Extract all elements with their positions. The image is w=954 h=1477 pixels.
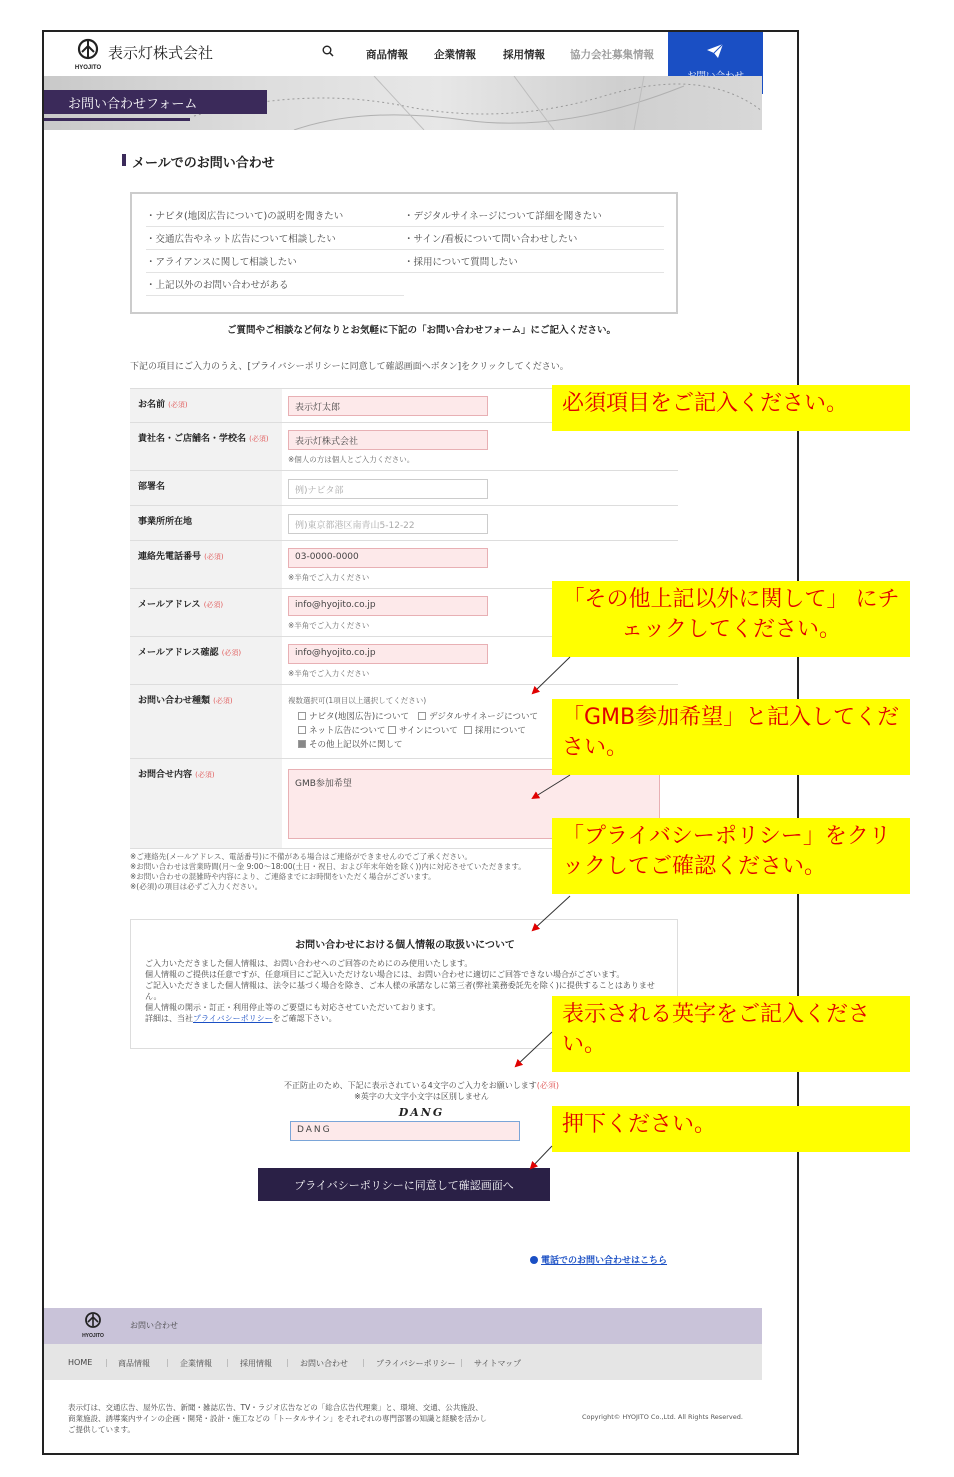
footnote: ※ご連絡先(メールアドレス、電話番号)に不備がある場合はご連絡ができませんのでご了承ください。 (130, 852, 472, 861)
required-mark: (必須) (204, 553, 224, 561)
dept-input[interactable]: 例)ナビタ部 (288, 479, 488, 499)
separator: | (362, 1358, 365, 1367)
email-confirm-hint: ※半角でご入力ください (288, 669, 370, 678)
section-title: メールでのお問い合わせ (132, 152, 275, 171)
checkbox-label: 採用について (475, 726, 526, 736)
intro-instruction: 下記の項目にご入力のうえ、[プライバシーポリシーに同意して確認画面へボタン]をクリックしてください。 (130, 362, 569, 372)
content-label-text: お問合せ内容 (138, 770, 193, 780)
copyright: Copyright© HYOJITO Co.,Ltd. All Rights Reserved. (582, 1413, 743, 1421)
footer-link-privacy[interactable]: プライバシーポリシー (376, 1359, 456, 1368)
callout-gmb: 「GMB参加希望」と記入してください。 (552, 699, 910, 775)
required-mark: (必須) (195, 771, 215, 779)
footnote: ※(必須)の項目は必ずご入力ください。 (130, 882, 263, 891)
nav-recruit[interactable]: 採用情報 (503, 49, 545, 61)
arrow-captcha (516, 1032, 552, 1066)
submit-button[interactable]: プライバシーポリシーに同意して確認画面へ (258, 1168, 550, 1201)
topic-item: ・サイン/看板について問い合わせしたい (404, 234, 578, 245)
type-label-text: お問い合わせ種類 (138, 696, 211, 706)
required-mark: (必須) (168, 401, 188, 409)
name-label-text: お名前 (138, 400, 166, 410)
checkbox-label: デジタルサイネージについて (429, 712, 538, 722)
callout-privacy: 「プライバシーポリシー」をクリックしてご確認ください。 (552, 818, 910, 894)
phone-contact-text: 電話でのお問い合わせはこちら (541, 1256, 668, 1266)
topic-item: ・採用について質問したい (404, 257, 518, 268)
topic-item: ・ナビタ(地図広告について)の説明を聞きたい (146, 211, 344, 222)
separator: | (166, 1358, 169, 1367)
name-input[interactable]: 表示灯太郎 (288, 396, 488, 416)
footer-link-company[interactable]: 企業情報 (180, 1359, 212, 1368)
captcha-image: DANG (398, 1106, 445, 1119)
callout-required: 必須項目をご記入ください。 (552, 385, 910, 431)
company-name[interactable]: 表示灯株式会社 (108, 44, 214, 62)
footer-link-contact[interactable]: お問い合わせ (300, 1359, 348, 1368)
tel-input[interactable]: 03-0000-0000 (288, 548, 488, 568)
privacy-text: 詳細は、当社 (145, 1014, 193, 1023)
email-confirm-input[interactable]: info@hyojito.co.jp (288, 644, 488, 664)
footer-link-home[interactable]: HOME (68, 1358, 93, 1367)
topic-item: ・アライアンスに関して相談したい (146, 257, 297, 268)
checkbox-label: ナビタ(地図広告)について (309, 712, 409, 722)
privacy-title: お問い合わせにおける個人情報の取扱いについて (295, 940, 515, 951)
logo-caption: HYOJITO (82, 1333, 104, 1339)
logo-caption: HYOJITO (74, 65, 102, 71)
topic-item: ・デジタルサイネージについて詳細を聞きたい (404, 211, 602, 222)
privacy-paragraph: 個人情報のご提供は任意ですが、任意項目にご記入いただけない場合には、お問い合わせに適切にご回答できない場合がございます。 (145, 970, 625, 979)
company-label-text: 貴社名・ご店舗名・学校名 (138, 434, 247, 444)
footer-link-sitemap[interactable]: サイトマップ (474, 1359, 522, 1368)
captcha-input[interactable]: DANG (290, 1121, 520, 1141)
separator: | (286, 1358, 289, 1367)
checkbox-label: ネット広告について (309, 726, 386, 736)
checkbox-label: その他上記以外に関して (309, 740, 403, 750)
captcha-case-note: ※英字の大文字小文字は区別しません (354, 1092, 489, 1101)
arrow-check-other (533, 657, 570, 693)
required-mark: (必須) (249, 435, 269, 443)
nav-partners[interactable]: 協力会社募集情報 (570, 49, 654, 61)
privacy-text: をご確認下さい。 (272, 1014, 337, 1023)
topic-item: ・上記以外のお問い合わせがある (146, 280, 289, 291)
address-input[interactable]: 例)東京都港区南青山5-12-22 (288, 514, 488, 534)
captcha-instruction: 不正防止のため、下記に表示されている4文字のご入力をお願いします (283, 1081, 537, 1090)
privacy-paragraph: ご入力いただきました個人情報は、お問い合わせへのご回答のためにのみ使用いたします。 (145, 959, 473, 968)
arrow-privacy (533, 896, 570, 930)
email-hint: ※半角でご入力ください (288, 621, 370, 630)
separator: | (460, 1358, 463, 1367)
type-hint: 複数選択可(1項目以上選択してください) (288, 696, 427, 705)
email-label-text: メールアドレス (138, 600, 201, 610)
privacy-paragraph: 個人情報の開示・訂正・利用停止等のご要望にも対応させていただいております。 (145, 1003, 441, 1012)
footer-description: 表示灯は、交通広告、屋外広告、新聞・雑誌広告、TV・ラジオ広告などの「総合広告代理業」と、環境、交通、公共施設、商業施設、誘導案内サインの企画・開発・設計・施工などの「トータルサイン」をそれぞれの専門部署の知識と経験を活かしご提供しています。 (68, 1403, 487, 1434)
company-input[interactable]: 表示灯株式会社 (288, 430, 488, 450)
nav-company[interactable]: 企業情報 (434, 49, 476, 61)
arrow-gmb (533, 775, 570, 798)
required-mark: (必須) (536, 1081, 560, 1090)
email-confirm-label-text: メールアドレス確認 (138, 648, 219, 658)
tel-hint: ※半角でご入力ください (288, 573, 370, 582)
callout-check-other: 「その他上記以外に関して」 にチェックしてください。 (552, 581, 910, 657)
footer-link-products[interactable]: 商品情報 (118, 1359, 150, 1368)
privacy-paragraph: ご記入いただきました個人情報は、法令に基づく場合を除き、ご本人様の承諾なしに第三者(弊社業務委託先を除く)に提供することはありません。 (145, 981, 655, 1001)
required-mark: (必須) (203, 601, 224, 609)
checkbox-label: サインについて (399, 726, 458, 736)
address-label-text: 事業所所在地 (138, 517, 193, 527)
dept-label-text: 部署名 (138, 482, 166, 492)
footnote: ※お問い合わせの混雑時や内容により、ご連絡までにお時間をいただく場合がございます。 (130, 872, 436, 881)
intro-message: ご質問やご相談など何なりとお気軽に下記の「お問い合わせフォーム」にご記入ください。 (226, 325, 617, 336)
email-input[interactable]: info@hyojito.co.jp (288, 596, 488, 616)
tel-label-text: 連絡先電話番号 (138, 552, 202, 562)
footer-link-recruit[interactable]: 採用情報 (240, 1359, 272, 1368)
footnote: ※お問い合わせは営業時間(月〜金 9:00〜18:00(土日・祝日、および年末年始を除く))内に対応させていただきます。 (130, 862, 526, 871)
callout-submit: 押下ください。 (552, 1106, 910, 1152)
breadcrumb-current[interactable]: お問い合わせ (130, 1321, 178, 1330)
company-hint: ※個人の方は個人とご入力ください。 (288, 455, 415, 464)
required-mark: (必須) (213, 697, 233, 705)
required-mark: (必須) (221, 649, 242, 657)
separator: | (226, 1358, 229, 1367)
separator: | (105, 1358, 108, 1367)
topic-item: ・交通広告やネット広告について相談したい (146, 234, 336, 245)
nav-products[interactable]: 商品情報 (366, 49, 408, 61)
content-textarea[interactable]: GMB参加希望 (288, 769, 660, 839)
callout-captcha: 表示される英字をご記入ください。 (552, 996, 910, 1072)
privacy-policy-link[interactable]: プライバシーポリシー (193, 1014, 273, 1023)
arrow-submit (531, 1146, 552, 1168)
page-title: お問い合わせフォーム (44, 90, 267, 114)
